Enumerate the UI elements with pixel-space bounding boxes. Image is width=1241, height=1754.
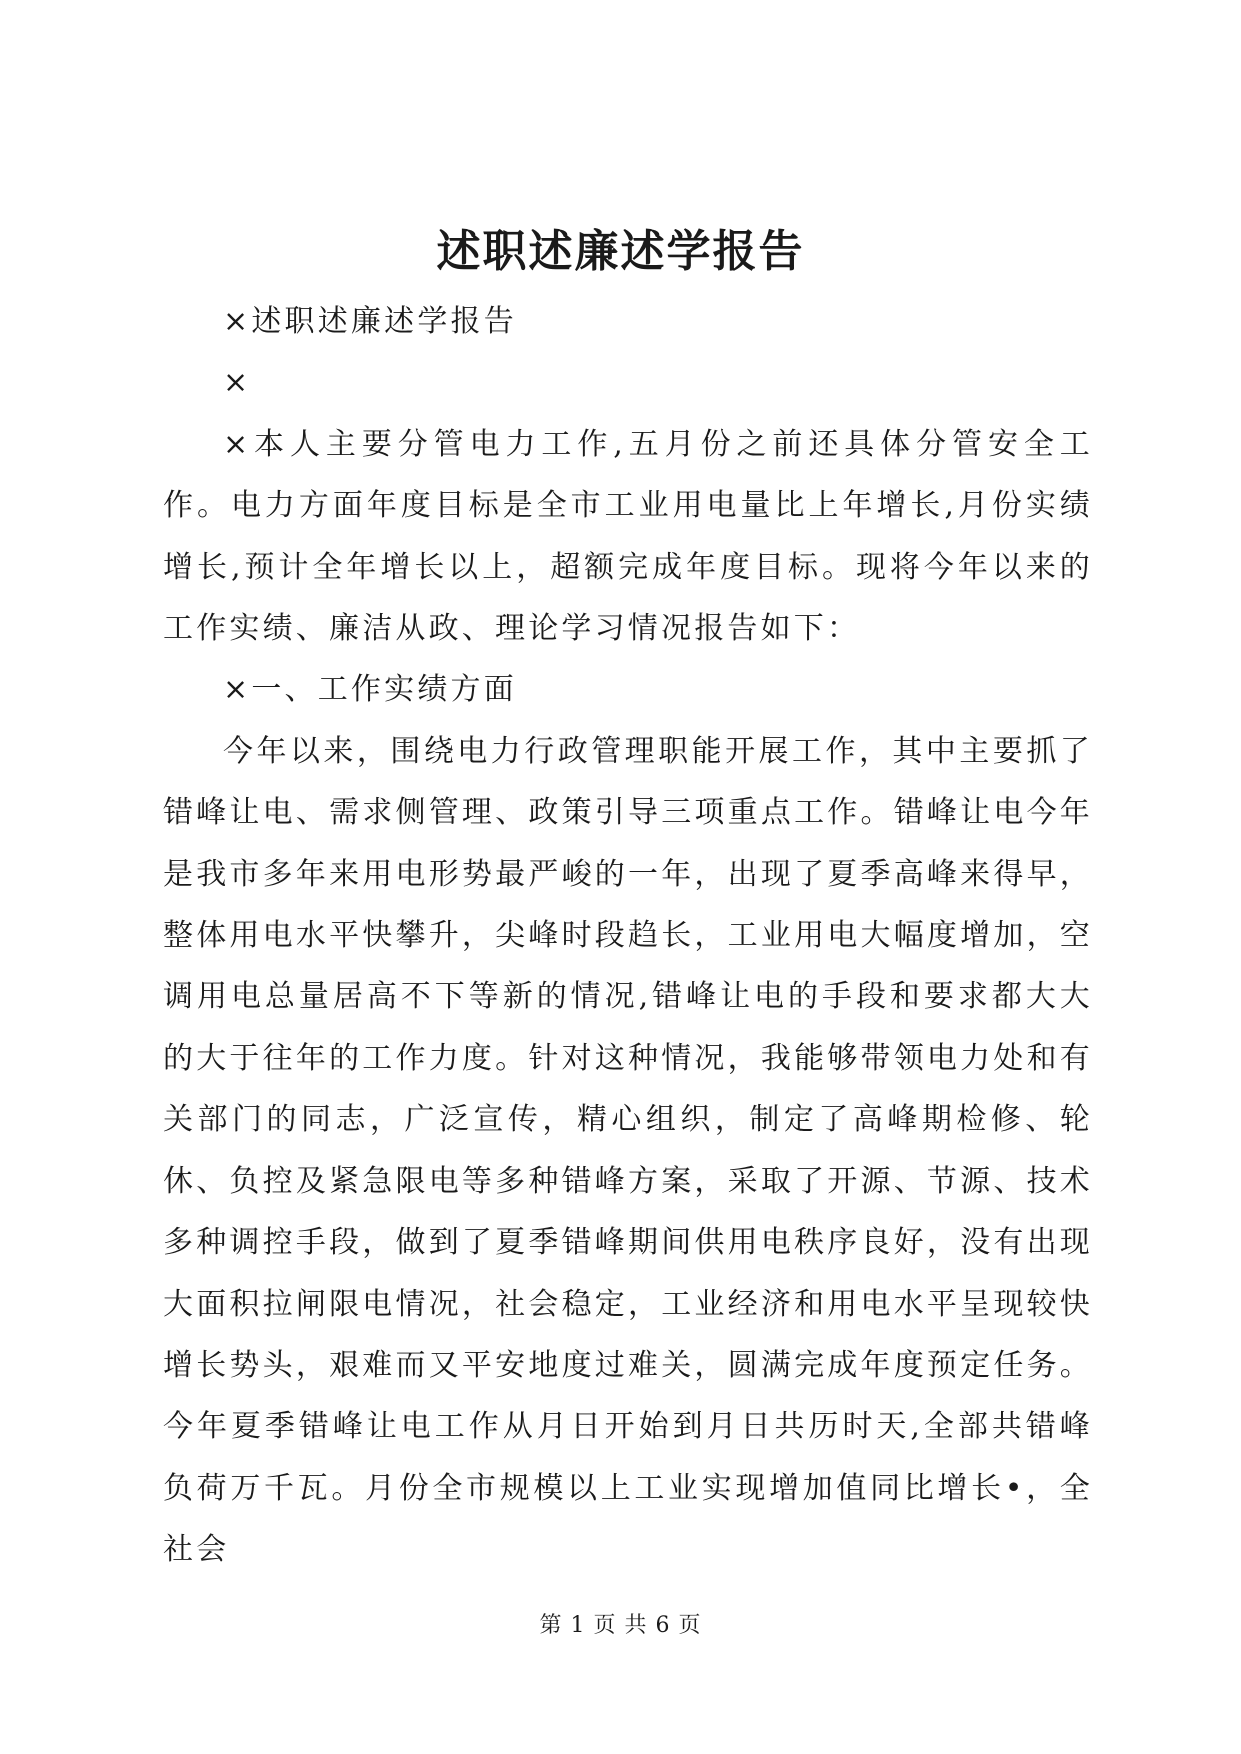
page-number-footer: 第 1 页 共 6 页 bbox=[539, 1613, 702, 1638]
document-title: 述职述廉述学报告 bbox=[436, 226, 805, 277]
paragraph-intro: ×本人主要分管电力工作,五月份之前还具体分管安全工作。电力方面年度目标是全市工业用电量比上年增长,月份实绩增长,预计全年增长以上，超额完成年度目标。现将今年以来的工作实绩、廉洁从政、理论学习情况报告如下： bbox=[163, 426, 1093, 647]
paragraph-work-results: 今年以来，围绕电力行政管理职能开展工作，其中主要抓了错峰让电、需求侧管理、政策引导三项重点工作。错峰让电今年是我市多年来用电形势最严峻的一年，出现了夏季高峰来得早，整体用电水平快攀升，尖峰时段趋长，工业用电大幅度增加，空调用电总量居高不下等新的情况,错峰让电的手段和要求都大大的大于往年的工作力度。针对这种情况，我能够带领电力处和有关部门的同志，广泛宣传，精心组织，制定了高峰期检修、轮休、负控及紧急限电等多种错峰方案，采取了开源、节源、技术多种调控手段，做到了夏季错峰期间供用电秩序良好，没有出现大面积拉闸限电情况，社会稳定，工业经济和用电水平呈现较快增长势头，艰难而又平安地度过难关，圆满完成年度预定任务。今年夏季错峰让电工作从月日开始到月日共历时天,全部共错峰负荷万千瓦。月份全市规模以上工业实现增加值同比增长•，全社会 bbox=[163, 733, 1093, 1568]
paragraph-subtitle: ×述职述廉述学报告 bbox=[223, 304, 517, 339]
paragraph-marker: × bbox=[223, 365, 252, 401]
document-body bbox=[163, 291, 1093, 1581]
section-heading: ×一、工作实绩方面 bbox=[223, 672, 517, 708]
